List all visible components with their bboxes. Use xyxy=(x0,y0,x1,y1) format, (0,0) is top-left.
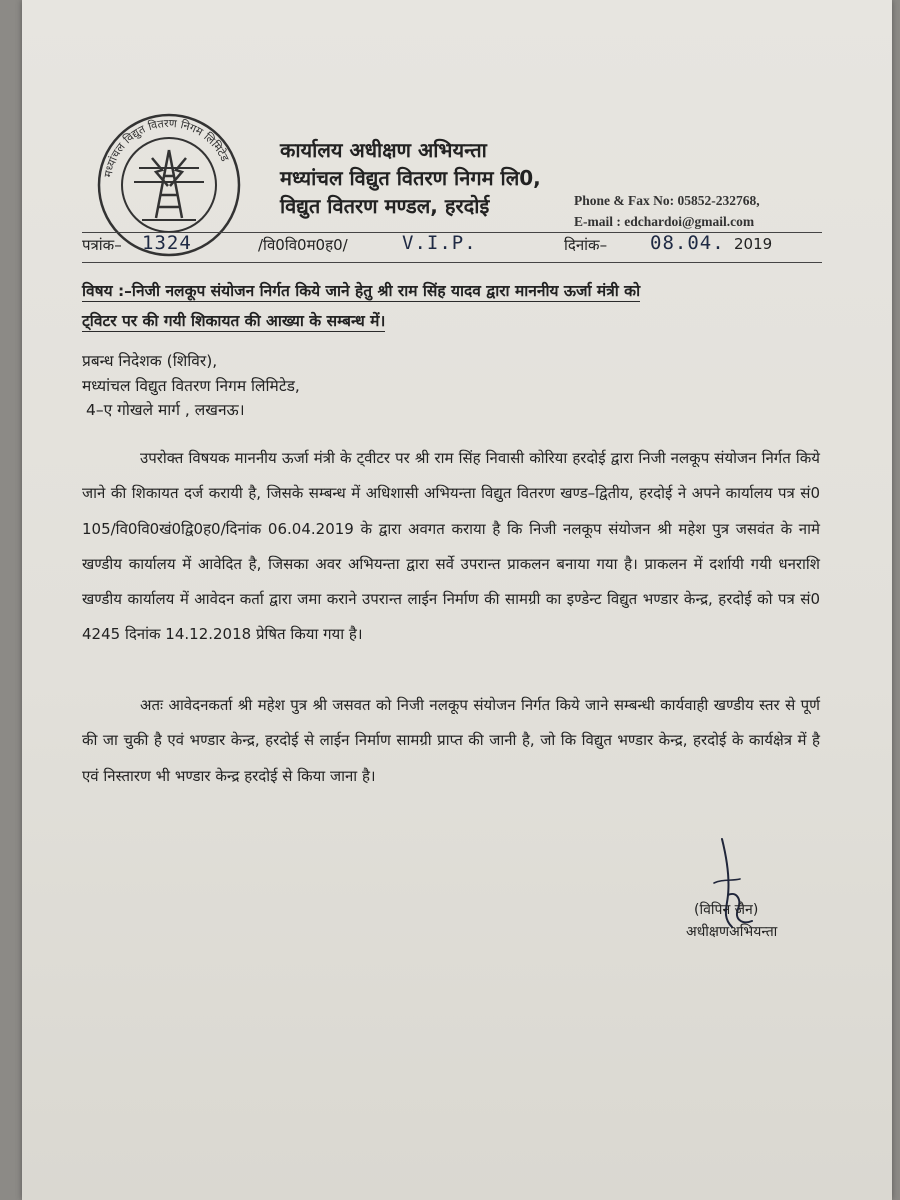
company-name: मध्यांचल विद्युत वितरण निगम लि0, xyxy=(280,166,541,190)
body-paragraph-1 xyxy=(82,441,820,653)
circle-name: विद्युत वितरण मण्डल, हरदोई xyxy=(280,194,490,218)
phone-fax: Phone & Fax No: 05852-232768, xyxy=(574,193,760,208)
letter-page xyxy=(22,0,892,1200)
body-paragraph-2 xyxy=(82,688,820,794)
patrank-suffix: /वि0वि0म0ह0/ xyxy=(258,236,348,254)
addressee xyxy=(82,349,300,423)
patrank-number: 1324 xyxy=(142,232,192,254)
subject-line-1: विषय :–निजी नलकूप संयोजन निर्गत किये जाने हेतु श्री राम सिंह यादव द्वारा माननीय ऊर्जा मंत्री को xyxy=(82,282,641,300)
subject-line-2: ट्विटर पर की गयी शिकायत की आख्या के सम्बन्ध में। xyxy=(82,312,386,330)
svg-text:मध्यांचल विद्युत वितरण निगम लि: मध्यांचल विद्युत वितरण निगम लिमिटेड xyxy=(101,116,232,179)
addressee-line-1: प्रबन्ध निदेशक (शिविर), xyxy=(82,352,218,370)
patrank-label: पत्रांक– xyxy=(82,236,122,254)
body-paragraph-1-text: उपरोक्त विषयक माननीय ऊर्जा मंत्री के ट्वीटर पर श्री राम सिंह निवासी कोरिया हरदोई द्वारा निजी नलकूप संयोजन निर्गत किये जाने की शिकायत दर्ज करायी है, जिसके सम्बन्ध में अधिशासी अभियन्ता विद्युत वितरण खण्ड–द्वितीय, हरदोई ने अपने कार्यालय पत्र सं0 105/वि0वि0खं0द्वि0ह0/दिनांक 06.04.2019 के द्वारा अवगत कराया है कि निजी नलकूप संयोजन श्री महेश पुत्र जसवंत के नामे खण्डीय कार्यालय में आवेदित है, जिसका अवर अभियन्ता द्वारा सर्वे उपरान्त प्राकलन बनाया गया है। प्राकलन में दर्शायी गयी धनराशि खण्डीय कार्यालय में आवेदन कर्ता द्वारा जमा कराने उपरान्त लाईन निर्माण की सामग्री का इण्डेन्ट विद्युत भण्डार केन्द्र, हरदोई को पत्र सं0 4245 दिनांक 14.12.2018 प्रेषित किया गया है। xyxy=(82,449,820,644)
date-handwritten: 08.04. xyxy=(650,232,725,254)
ref-rule xyxy=(82,262,822,263)
addressee-line-3: 4–ए गोखले मार्ग , लखनऊ। xyxy=(86,401,245,419)
addressee-line-2: मध्यांचल विद्युत वितरण निगम लिमिटेड, xyxy=(82,376,300,395)
subject xyxy=(82,276,832,336)
office-title: कार्यालय अधीक्षण अभियन्ता xyxy=(280,138,487,162)
signature-scribble xyxy=(692,835,782,935)
signatory-name: (विपिन जैन) xyxy=(694,902,759,918)
date-year: 2019 xyxy=(734,235,773,253)
body-paragraph-2-text: अतः आवेदनकर्ता श्री महेश पुत्र श्री जसवत को निजी नलकूप संयोजन निर्गत किये जाने सम्बन्धी कार्यवाही खण्डीय स्तर से पूर्ण की जा चुकी है एवं भण्डार केन्द्र, हरदोई से लाईन निर्माण सामग्री प्राप्त की जानी है, जो कि विद्युत भण्डार केन्द्र, हरदोई के कार्यक्षेत्र में है एवं निस्तारण भी भण्डार केन्द्र हरदोई से किया जाना है। xyxy=(82,696,820,785)
signatory-designation: अधीक्षणअभियन्ता xyxy=(686,924,778,940)
email: E-mail : edchardoi@gmail.com xyxy=(574,214,755,229)
patrank-handwritten: V.I.P. xyxy=(402,232,477,254)
date-label: दिनांक– xyxy=(564,236,608,254)
